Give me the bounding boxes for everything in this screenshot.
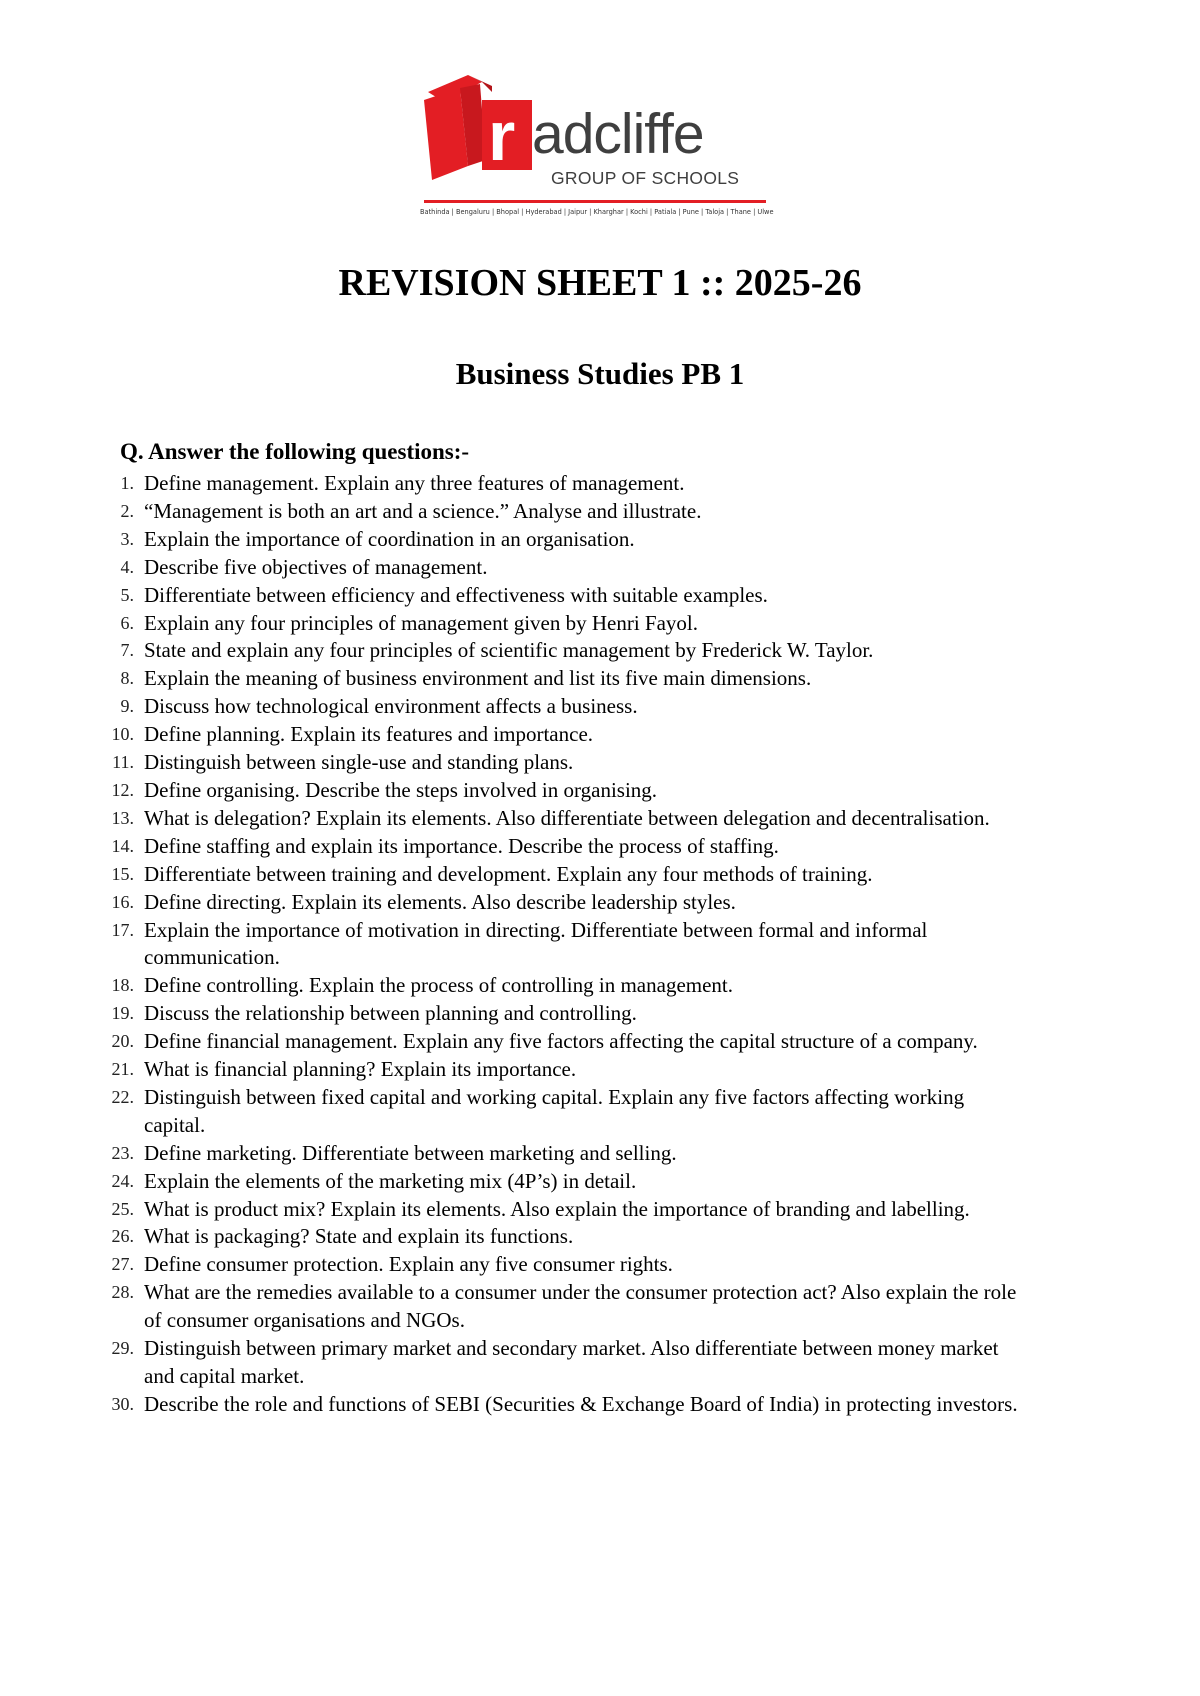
question-item bbox=[0, 1279, 1200, 1335]
question-text: Describe five objectives of management. bbox=[144, 554, 488, 579]
question-item bbox=[0, 526, 1200, 554]
question-text: Define planning. Explain its features and importance. bbox=[144, 722, 594, 747]
question-text: Explain the meaning of business environment and list its five main dimensions. bbox=[144, 666, 812, 691]
brand-name: adcliffe bbox=[532, 102, 704, 166]
question-item bbox=[0, 972, 1200, 1000]
question-text: “Management is both an art and a science.” Analyse and illustrate. bbox=[144, 498, 702, 523]
question-item bbox=[0, 1000, 1200, 1028]
question-number: 24. bbox=[111, 1170, 134, 1191]
question-item bbox=[0, 470, 1200, 498]
question-item bbox=[0, 1028, 1200, 1056]
question-item bbox=[0, 889, 1200, 917]
question-number: 18. bbox=[111, 975, 134, 996]
question-text: Define consumer protection. Explain any five consumer rights. bbox=[144, 1252, 673, 1277]
question-number: 7. bbox=[120, 640, 134, 661]
question-text: State and explain any four principles of scientific management by Frederick W. Taylor. bbox=[144, 638, 874, 663]
question-text: Describe the role and functions of SEBI (Securities & Exchange Board of India) in protecting investors. bbox=[144, 1391, 1018, 1416]
question-item bbox=[0, 693, 1200, 721]
sheet-title: REVISION SHEET 1 :: 2025-26 bbox=[338, 262, 862, 304]
brand-tagline: GROUP OF SCHOOLS bbox=[551, 168, 740, 188]
question-number: 29. bbox=[111, 1338, 134, 1359]
question-text: What is product mix? Explain its elements. Also explain the importance of branding and labelling. bbox=[144, 1196, 970, 1221]
question-number: 14. bbox=[111, 835, 134, 856]
question-text: Define organising. Describe the steps involved in organising. bbox=[144, 777, 658, 802]
city-list: Bathinda | Bengaluru | Bhopal | Hyderabad | Jaipur | Kharghar | Kochi | Patiala | Pune | Taloja | Thane | Ulwe bbox=[420, 208, 774, 216]
question-number: 10. bbox=[111, 724, 134, 745]
question-text: Define directing. Explain its elements. Also describe leadership styles. bbox=[144, 889, 736, 914]
question-number: 12. bbox=[111, 779, 134, 800]
question-text: Explain any four principles of management given by Henri Fayol. bbox=[144, 610, 699, 635]
question-number: 3. bbox=[120, 528, 134, 549]
question-text: Define marketing. Differentiate between marketing and selling. bbox=[144, 1140, 677, 1165]
question-number: 21. bbox=[111, 1059, 134, 1080]
question-item bbox=[0, 749, 1200, 777]
question-text: Distinguish between single-use and standing plans. bbox=[144, 750, 574, 775]
question-number: 30. bbox=[111, 1393, 134, 1414]
question-item bbox=[0, 665, 1200, 693]
question-text: What is delegation? Explain its elements. Also differentiate between delegation and decentralisation. bbox=[144, 805, 990, 830]
question-item bbox=[0, 554, 1200, 582]
question-text: Discuss how technological environment affects a business. bbox=[144, 694, 638, 719]
question-item bbox=[0, 610, 1200, 638]
question-item bbox=[0, 1335, 1200, 1391]
question-item bbox=[0, 861, 1200, 889]
question-text: Differentiate between efficiency and effectiveness with suitable examples. bbox=[144, 582, 768, 607]
question-number: 20. bbox=[111, 1031, 134, 1052]
question-item bbox=[0, 721, 1200, 749]
svg-text:r: r bbox=[488, 97, 516, 175]
question-number: 27. bbox=[111, 1254, 134, 1275]
question-item bbox=[0, 1084, 1200, 1140]
question-text: What are the remedies available to a consumer under the consumer protection act? Also explain the role of consumer organisations and NGOs. bbox=[144, 1280, 1017, 1333]
question-number: 4. bbox=[120, 556, 134, 577]
question-item bbox=[0, 637, 1200, 665]
question-item bbox=[0, 805, 1200, 833]
question-text: Discuss the relationship between planning and controlling. bbox=[144, 1001, 637, 1026]
question-text: Define management. Explain any three features of management. bbox=[144, 471, 685, 495]
question-number: 5. bbox=[120, 584, 134, 605]
question-number: 19. bbox=[111, 1003, 134, 1024]
question-text: Distinguish between primary market and secondary market. Also differentiate between money market and capital market. bbox=[144, 1336, 999, 1388]
subject-title: Business Studies PB 1 bbox=[455, 356, 745, 391]
question-item bbox=[0, 1140, 1200, 1168]
question-text: Explain the elements of the marketing mix (4P’s) in detail. bbox=[144, 1168, 637, 1193]
question-number: 15. bbox=[111, 863, 134, 884]
question-number: 9. bbox=[120, 696, 134, 717]
question-number: 22. bbox=[111, 1086, 134, 1107]
question-number: 16. bbox=[111, 891, 134, 912]
question-item bbox=[0, 582, 1200, 610]
question-text: Define staffing and explain its importance. Describe the process of staffing. bbox=[144, 833, 779, 858]
question-number: 2. bbox=[120, 500, 134, 521]
question-item bbox=[0, 777, 1200, 805]
question-item bbox=[0, 1056, 1200, 1084]
question-number: 6. bbox=[120, 612, 134, 633]
question-text: Differentiate between training and development. Explain any four methods of training. bbox=[144, 861, 873, 886]
question-text: What is financial planning? Explain its importance. bbox=[144, 1057, 577, 1082]
logo-emblem-icon bbox=[420, 72, 540, 182]
school-logo bbox=[420, 72, 774, 227]
question-text: What is packaging? State and explain its functions. bbox=[144, 1224, 574, 1249]
question-item bbox=[0, 1223, 1200, 1251]
logo-divider bbox=[424, 200, 766, 203]
question-number: 8. bbox=[120, 668, 134, 689]
question-number: 26. bbox=[111, 1226, 134, 1247]
question-number: 13. bbox=[111, 807, 134, 828]
question-item bbox=[0, 1251, 1200, 1279]
question-number: 11. bbox=[112, 752, 134, 773]
question-number: 25. bbox=[111, 1198, 134, 1219]
question-text: Distinguish between fixed capital and working capital. Explain any five factors affecting working capital. bbox=[144, 1084, 965, 1137]
question-text: Explain the importance of coordination in an organisation. bbox=[144, 526, 635, 551]
question-number: 23. bbox=[111, 1142, 134, 1163]
question-item bbox=[0, 498, 1200, 526]
question-number: 17. bbox=[111, 919, 134, 940]
question-item bbox=[0, 1391, 1200, 1419]
question-item bbox=[0, 833, 1200, 861]
question-text: Explain the importance of motivation in directing. Differentiate between formal and informal communication. bbox=[144, 917, 928, 970]
question-number: 28. bbox=[111, 1282, 134, 1303]
question-item bbox=[0, 917, 1200, 973]
question-item bbox=[0, 1168, 1200, 1196]
instruction-heading: Q. Answer the following questions:- bbox=[120, 439, 470, 464]
question-list bbox=[0, 470, 1200, 1419]
question-text: Define controlling. Explain the process of controlling in management. bbox=[144, 973, 734, 998]
question-text: Define financial management. Explain any five factors affecting the capital structure of a company. bbox=[144, 1029, 978, 1054]
question-number: 1. bbox=[120, 473, 134, 493]
question-item bbox=[0, 1196, 1200, 1224]
